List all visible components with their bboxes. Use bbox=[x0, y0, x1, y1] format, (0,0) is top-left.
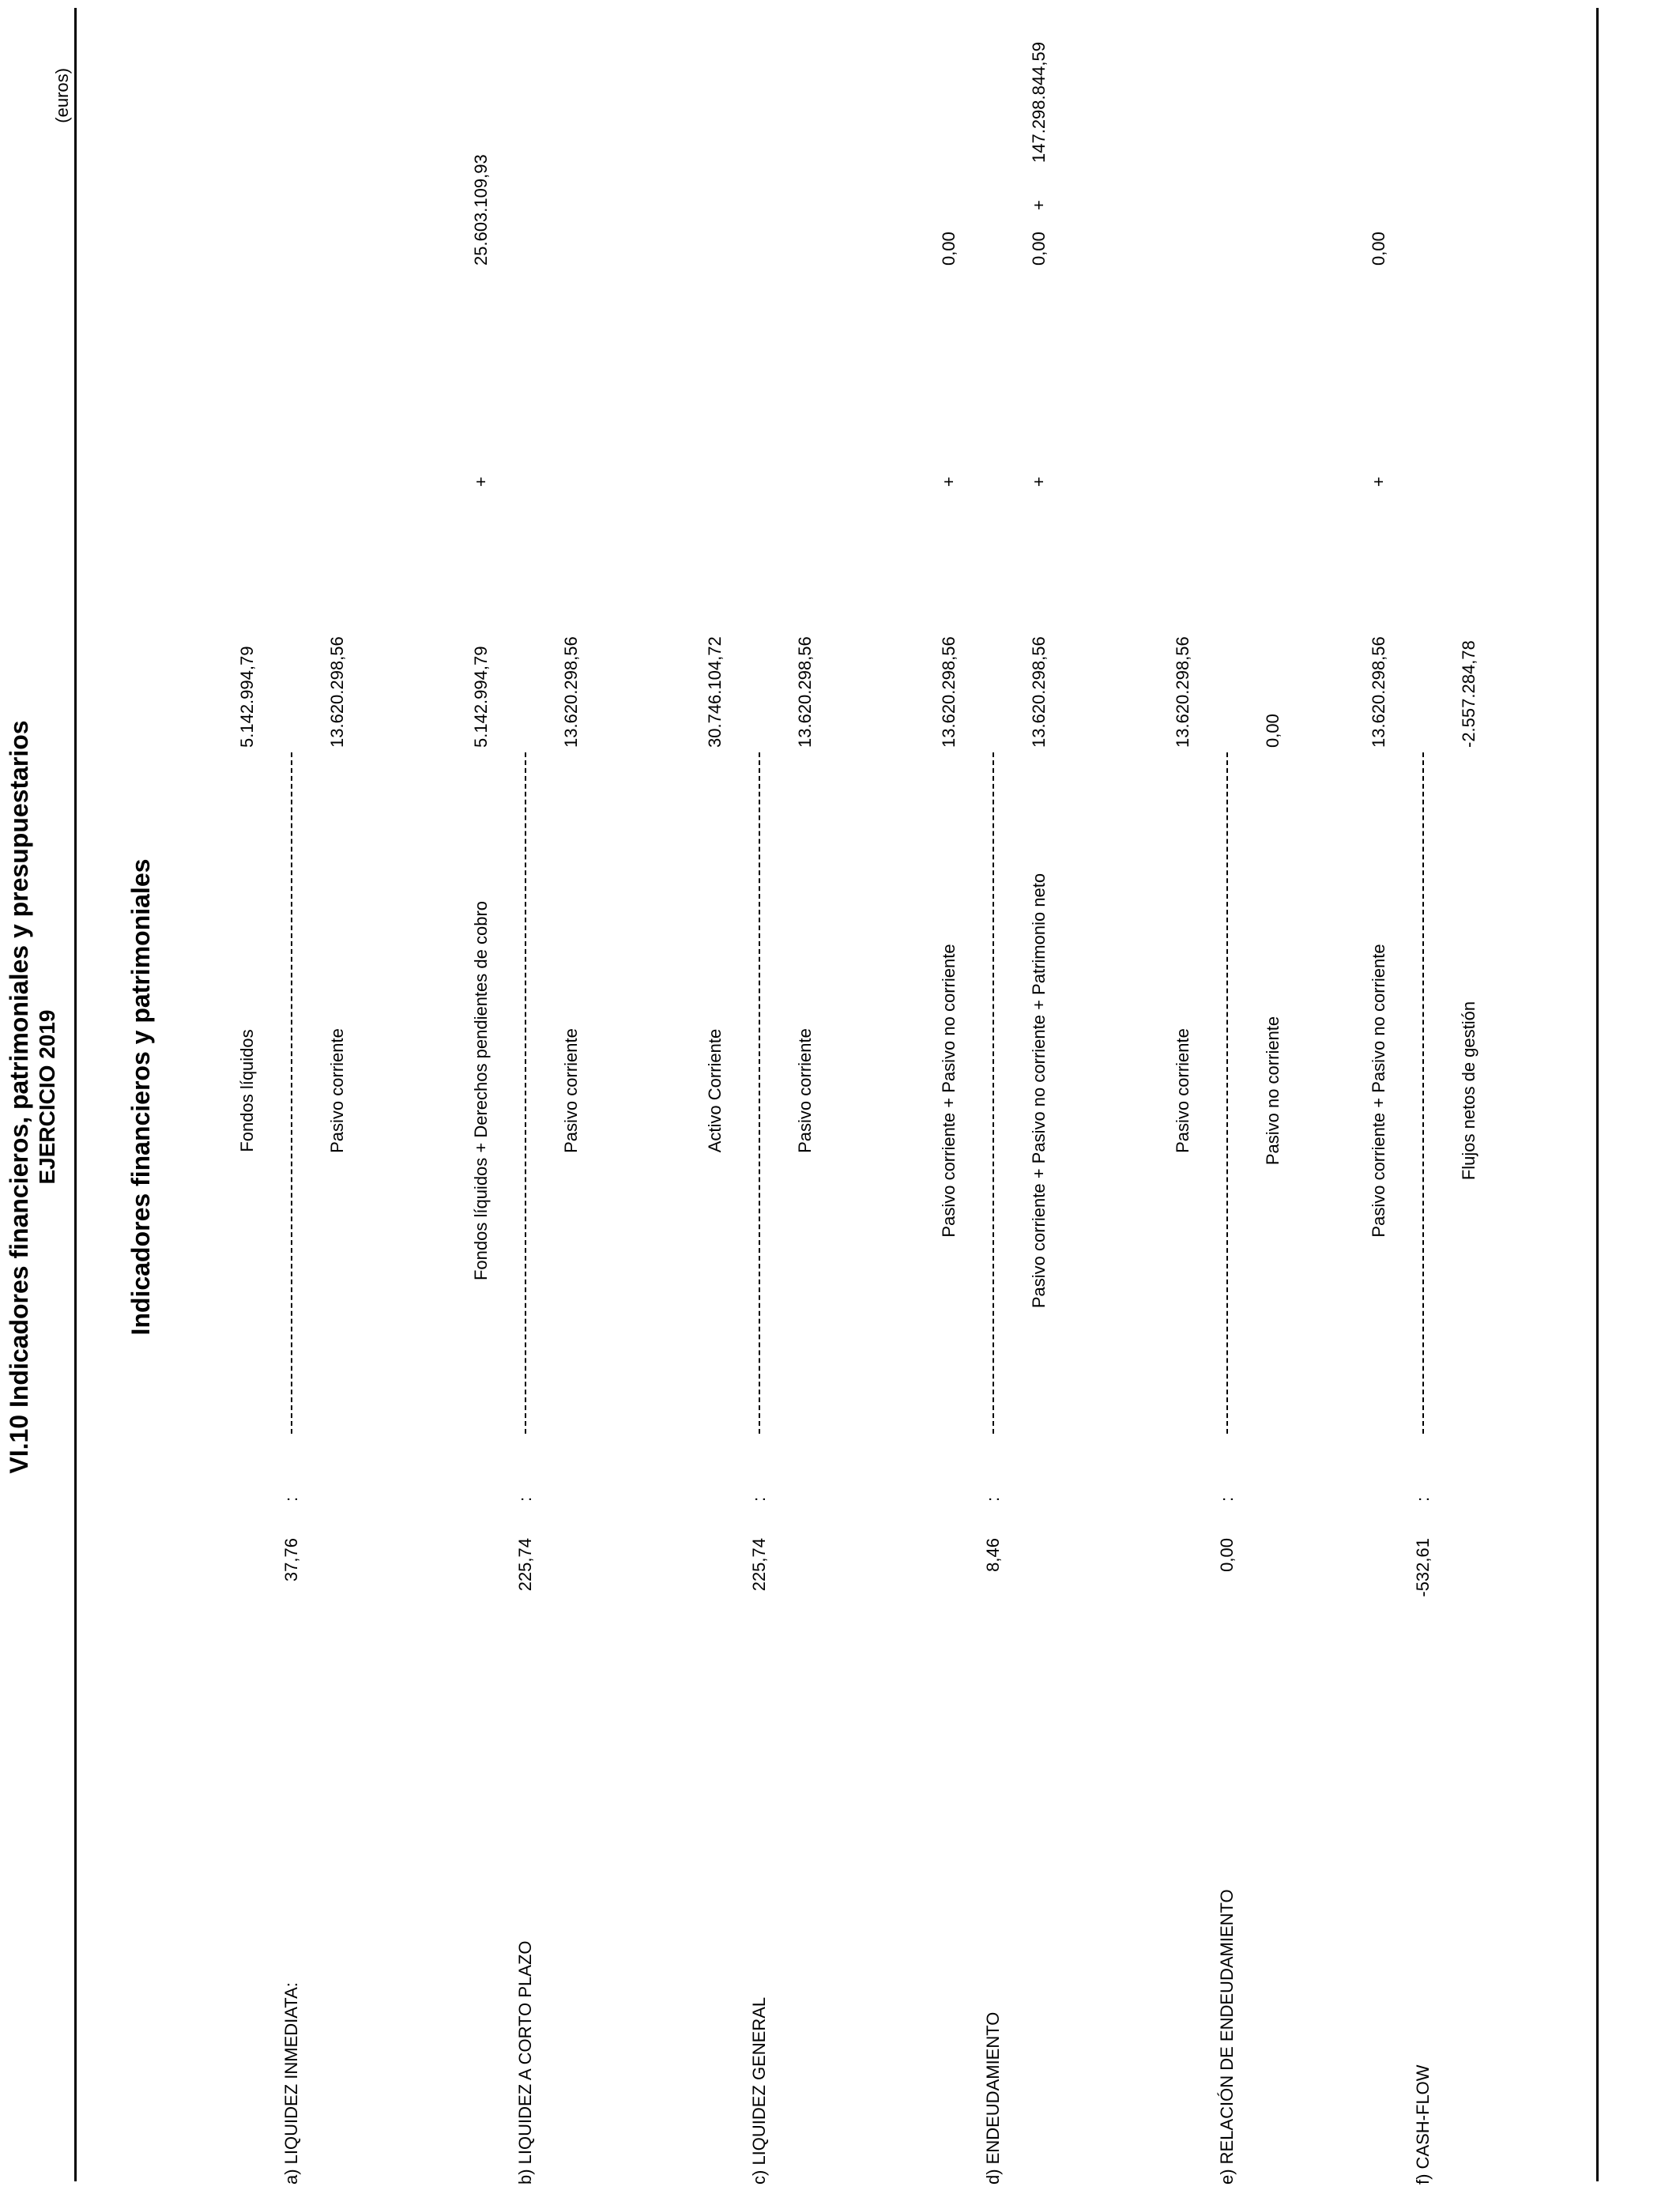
numerator-value: 0,00 bbox=[1369, 232, 1388, 266]
fraction-line bbox=[525, 752, 526, 1434]
indicator-colon: : bbox=[1217, 1496, 1237, 1502]
indicator-label: a) LIQUIDEZ INMEDIATA: bbox=[281, 1982, 301, 2185]
numerator-value: 25.603.109,93 bbox=[471, 154, 491, 266]
denominator-value: 0,00 bbox=[1263, 714, 1283, 748]
numerator-text: Fondos líquidos bbox=[237, 1029, 257, 1152]
numerator-value: 0,00 bbox=[939, 232, 959, 266]
section-title: Indicadores financieros y patrimoniales bbox=[126, 858, 155, 1336]
numerator-value: 5.142.994,79 bbox=[471, 646, 491, 748]
denominator-value: 13.620.298,56 bbox=[1029, 636, 1049, 748]
denominator-value: 13.620.298,56 bbox=[795, 636, 815, 748]
document-subtitle: EJERCICIO 2019 bbox=[35, 1009, 59, 1185]
denominator-text: Pasivo corriente bbox=[327, 1028, 347, 1153]
numerator-text: Activo Corriente bbox=[705, 1028, 725, 1153]
denominator-value: -2.557.284,78 bbox=[1459, 640, 1478, 748]
footer-rule bbox=[1596, 8, 1599, 2181]
indicator-value: 0,00 bbox=[1217, 1538, 1237, 1572]
numerator-text: Fondos líquidos + Derechos pendientes de cobro bbox=[471, 900, 491, 1281]
denominator-text: Pasivo corriente bbox=[561, 1028, 581, 1153]
indicator-colon: : bbox=[983, 1496, 1003, 1502]
numerator-value: 13.620.298,56 bbox=[1173, 636, 1192, 748]
document-title: VI.10 Indicadores financieros, patrimoniales y presupuestarios bbox=[5, 720, 33, 1474]
fraction-line bbox=[993, 752, 994, 1434]
indicator-colon: : bbox=[749, 1496, 769, 1502]
denominator-value: 13.620.298,56 bbox=[327, 636, 347, 748]
numerator-text: Pasivo corriente + Pasivo no corriente bbox=[1369, 944, 1388, 1238]
denominator-value: 13.620.298,56 bbox=[561, 636, 581, 748]
indicator-value: -532,61 bbox=[1413, 1538, 1433, 1597]
numerator-value: 13.620.298,56 bbox=[1369, 636, 1388, 748]
header-rule bbox=[74, 8, 77, 2181]
indicator-label: d) ENDEUDAMIENTO bbox=[983, 2011, 1003, 2185]
numerator-value: 30.746.104,72 bbox=[705, 636, 725, 748]
denominator-value: 147.298.844,59 bbox=[1029, 42, 1049, 163]
indicator-value: 225,74 bbox=[515, 1538, 535, 1592]
plus-sign: + bbox=[1029, 200, 1049, 210]
indicator-value: 8,46 bbox=[983, 1538, 1003, 1572]
denominator-text: Flujos netos de gestión bbox=[1459, 1001, 1478, 1181]
plus-sign: + bbox=[1029, 477, 1049, 487]
fraction-line bbox=[759, 752, 760, 1434]
denominator-text: Pasivo corriente + Pasivo no corriente + Patrimonio neto bbox=[1029, 873, 1049, 1309]
indicator-colon: : bbox=[515, 1496, 535, 1502]
plus-sign: + bbox=[471, 477, 491, 487]
fraction-line bbox=[1422, 752, 1424, 1434]
plus-sign: + bbox=[1369, 477, 1388, 487]
indicator-label: c) LIQUIDEZ GENERAL bbox=[749, 1996, 769, 2185]
denominator-text: Pasivo corriente bbox=[795, 1028, 815, 1153]
fraction-line bbox=[291, 752, 292, 1434]
indicator-value: 37,76 bbox=[281, 1538, 301, 1582]
denominator-value: 0,00 bbox=[1029, 232, 1049, 266]
numerator-value: 5.142.994,79 bbox=[237, 646, 257, 748]
plus-sign: + bbox=[939, 477, 959, 487]
numerator-text: Pasivo corriente bbox=[1173, 1028, 1192, 1153]
numerator-value: 13.620.298,56 bbox=[939, 636, 959, 748]
indicator-value: 225,74 bbox=[749, 1538, 769, 1592]
indicator-label: e) RELACIÓN DE ENDEUDAMIENTO bbox=[1217, 1889, 1237, 2185]
numerator-text: Pasivo corriente + Pasivo no corriente bbox=[939, 944, 959, 1238]
fraction-line bbox=[1226, 752, 1228, 1434]
indicator-colon: : bbox=[281, 1496, 301, 1502]
denominator-text: Pasivo no corriente bbox=[1263, 1016, 1283, 1166]
indicator-label: b) LIQUIDEZ A CORTO PLAZO bbox=[515, 1940, 535, 2185]
indicator-label: f) CASH-FLOW bbox=[1413, 2064, 1433, 2185]
indicator-colon: : bbox=[1413, 1496, 1433, 1502]
units-label: (euros) bbox=[52, 68, 72, 123]
